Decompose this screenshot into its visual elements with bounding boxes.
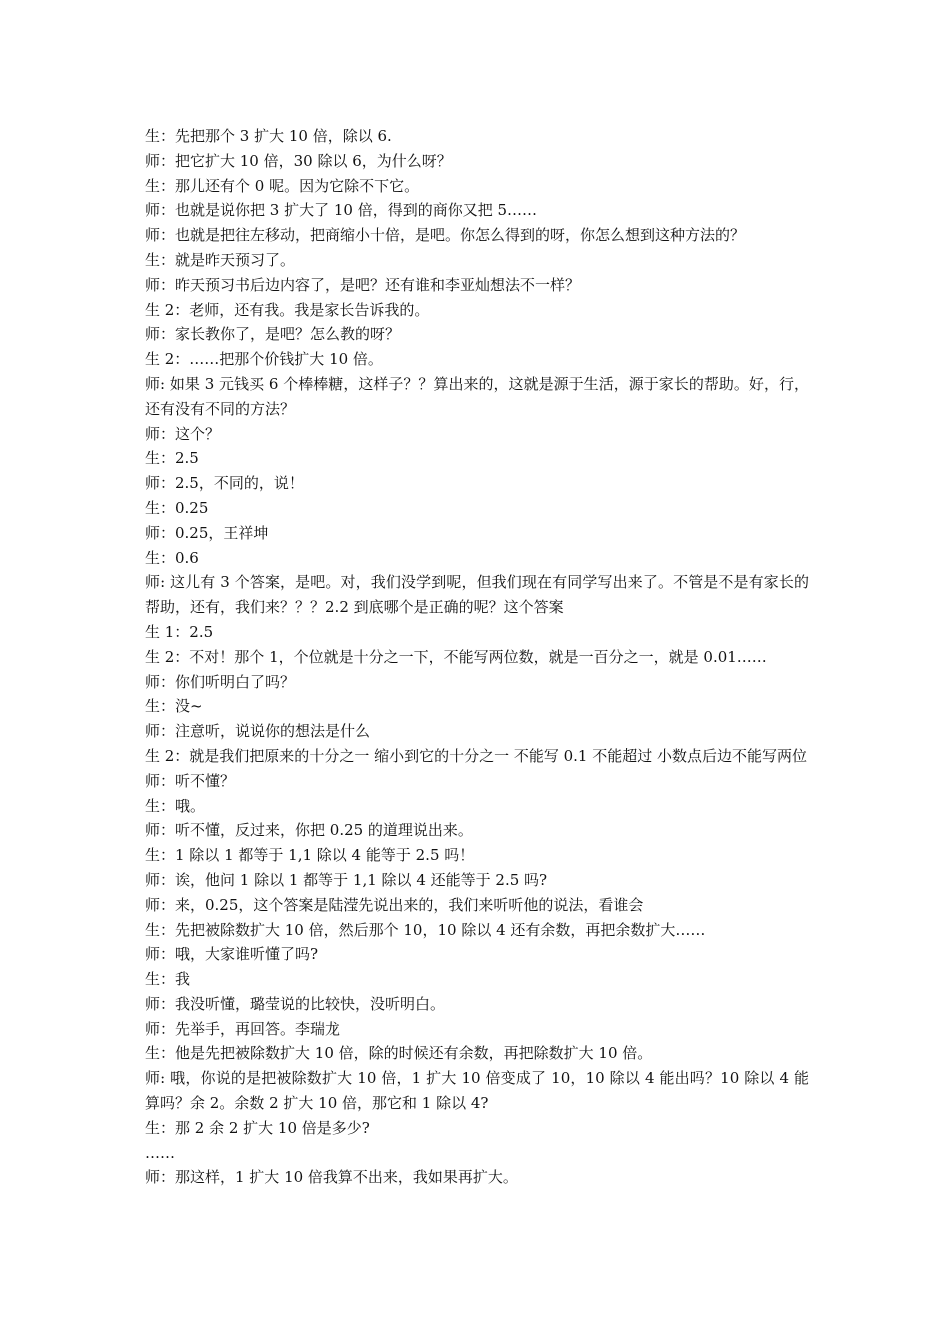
- transcript-line: 生 2：老师，还有我。我是家长告诉我的。: [145, 300, 430, 319]
- transcript-line: 师：先举手，再回答。李瑞龙: [145, 1019, 341, 1038]
- transcript-line: 师：把它扩大 10 倍，30 除以 6，为什么呀？: [145, 151, 452, 170]
- transcript-body: [145, 124, 809, 1190]
- transcript-line: 生：1 除以 1 都等于 1,1 除以 4 能等于 2.5 吗！: [145, 846, 475, 865]
- transcript-line: 师：那这样，1 扩大 10 倍我算不出来，我如果再扩大。: [145, 1168, 518, 1187]
- transcript-line: 师：听不懂，反过来，你把 0.25 的道理说出来。: [145, 821, 473, 840]
- transcript-line: 生 2：就是我们把原来的十分之一 缩小到它的十分之一 不能写 0.1 不能超过 小数点后边不能写两位: [145, 746, 808, 765]
- transcript-line: 师：哦，大家谁听懂了吗?: [145, 945, 319, 964]
- transcript-line: 师: 哦，你说的是把被除数扩大 10 倍，1 扩大 10 倍变成了 10，10 除以 4 能出吗？10 除以 4 能算吗？余 2。余数 2 扩大 10 倍，那它和 1 除以 4?: [145, 1069, 809, 1113]
- transcript-line: 师：2.5，不同的，说！: [145, 474, 304, 493]
- transcript-line: 师: 如果 3 元钱买 6 个棒棒糖，这样子？？算出来的，这就是源于生活，源于家长的帮助。好，行，还有没有不同的方法？: [145, 374, 809, 418]
- transcript-line: 生：我: [145, 970, 191, 989]
- transcript-line: 生：哦。: [145, 796, 206, 815]
- transcript-line: 师：诶，他问 1 除以 1 都等于 1,1 除以 4 还能等于 2.5 吗?: [145, 870, 548, 889]
- transcript-line: 生：他是先把被除数扩大 10 倍，除的时候还有余数，再把除数扩大 10 倍。: [145, 1044, 653, 1063]
- transcript-line: 师：也就是把往左移动，把商缩小十倍，是吧。你怎么得到的呀，你怎么想到这种方法的？: [145, 226, 746, 245]
- transcript-line: 生：0.6: [145, 548, 199, 567]
- transcript-line: 师：听不懂？: [145, 771, 236, 790]
- transcript-line: 师：昨天预习书后边内容了，是吧？还有谁和李亚灿想法不一样？: [145, 275, 581, 294]
- transcript-line: 生：那 2 余 2 扩大 10 倍是多少?: [145, 1118, 370, 1137]
- transcript-line: 师：你们听明白了吗？: [145, 672, 296, 691]
- transcript-line: 生：2.5: [145, 449, 199, 468]
- transcript-line: 师：也就是说你把 3 扩大了 10 倍，得到的商你又把 5……: [145, 201, 538, 220]
- transcript-line: 师：来，0.25，这个答案是陆滢先说出来的，我们来听听他的说法，看谁会: [145, 895, 644, 914]
- transcript-line: 师：家长教你了，是吧？怎么教的呀？: [145, 325, 401, 344]
- transcript-line: 生：那儿还有个 0 呢。因为它除不下它。: [145, 176, 420, 195]
- transcript-line: 生 1：2.5: [145, 622, 214, 641]
- transcript-line: 师: 这儿有 3 个答案，是吧。对，我们没学到呢，但我们现在有同学写出来了。不管是不是有家长的帮助，还有，我们来？？？2.2 到底哪个是正确的呢？这个答案: [145, 573, 809, 617]
- transcript-line: 生：先把被除数扩大 10 倍，然后那个 10，10 除以 4 还有余数，再把余数扩大……: [145, 920, 706, 939]
- transcript-line: 生 2：……把那个价钱扩大 10 倍。: [145, 350, 383, 369]
- transcript-line: 生：先把那个 3 扩大 10 倍，除以 6.: [145, 127, 392, 145]
- transcript-line: 师：我没听懂，璐莹说的比较快，没听明白。: [145, 994, 446, 1013]
- transcript-line: 师：0.25，王祥坤: [145, 523, 269, 542]
- transcript-line: 师：注意听，说说你的想法是什么: [145, 722, 371, 741]
- transcript-line: 生：0.25: [145, 498, 209, 517]
- transcript-line: 生：就是昨天预习了。: [145, 250, 296, 269]
- transcript-line: 师：这个？: [145, 424, 221, 443]
- transcript-line: 生 2：不对！那个 1，个位就是十分之一下，不能写两位数，就是一百分之一，就是 0.01……: [145, 647, 767, 666]
- transcript-line: ……: [145, 1143, 175, 1162]
- transcript-line: 生：没~: [145, 697, 203, 716]
